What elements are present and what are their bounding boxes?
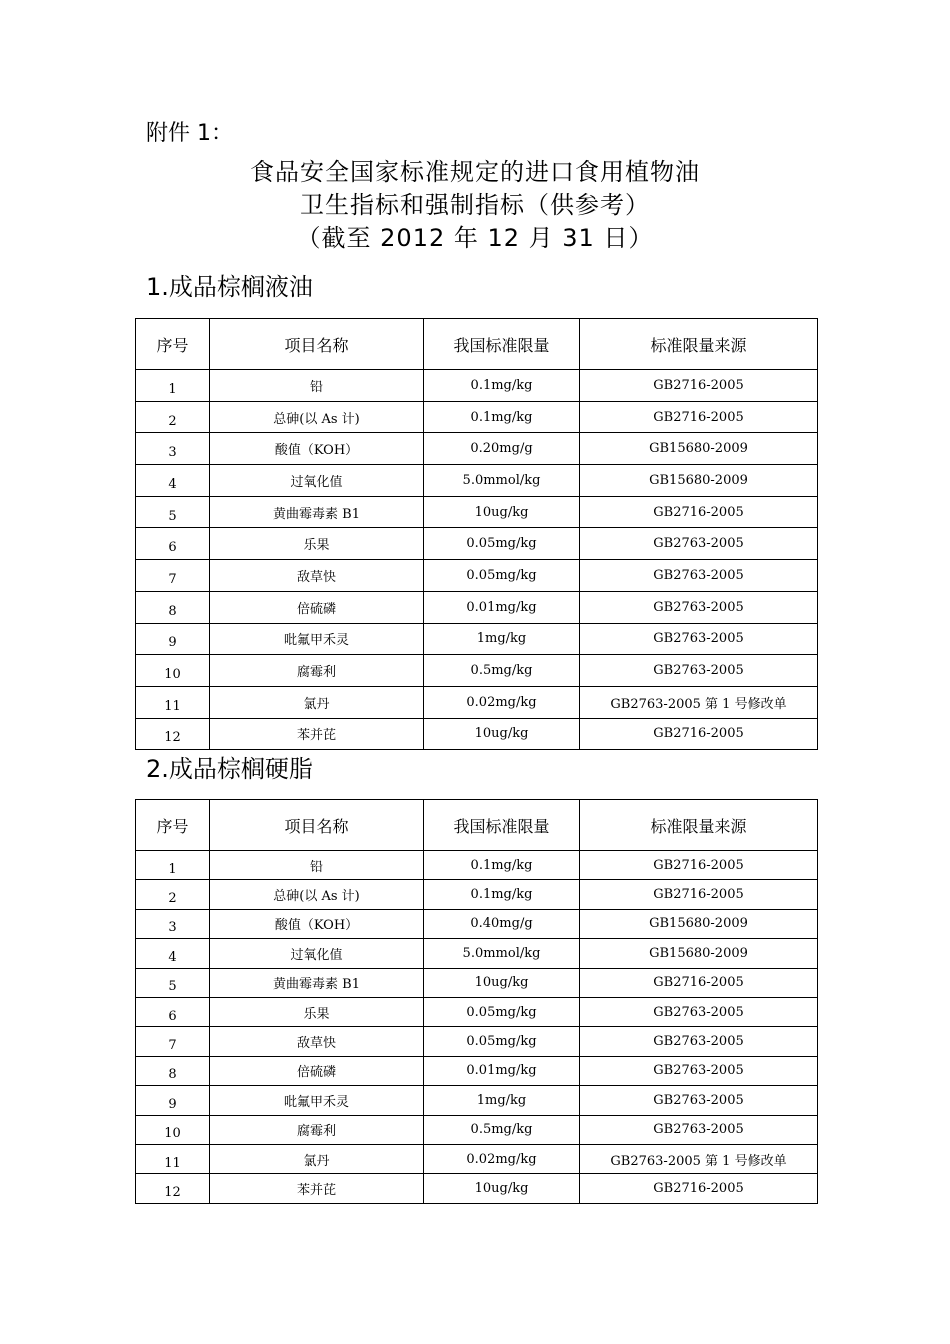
- cell-limit: 0.1mg/kg: [424, 880, 580, 909]
- cell-source: GB2716-2005: [580, 401, 818, 433]
- cell-limit: 0.05mg/kg: [424, 1027, 580, 1056]
- cell-item-name: 敌草快: [210, 560, 424, 592]
- table-row: [136, 591, 818, 623]
- cell-item-name: 黄曲霉毒素 B1: [210, 496, 424, 528]
- cell-item-name: 过氧化值: [210, 465, 424, 497]
- table-row: [136, 528, 818, 560]
- cell-index: 1: [136, 370, 210, 402]
- cell-limit: 10ug/kg: [424, 718, 580, 750]
- cell-item-name: 氯丹: [210, 1144, 424, 1173]
- table-row: [136, 401, 818, 433]
- cell-source: GB2763-2005: [580, 655, 818, 687]
- section-1-heading: 1.成品棕榈液油: [146, 273, 313, 301]
- column-header-source: 标准限量来源: [580, 319, 818, 370]
- cell-source: GB2763-2005: [580, 560, 818, 592]
- cell-item-name: 铅: [210, 851, 424, 880]
- cell-limit: 0.1mg/kg: [424, 851, 580, 880]
- cell-limit: 10ug/kg: [424, 1174, 580, 1203]
- column-header-index: 序号: [136, 319, 210, 370]
- cell-item-name: 酸值（KOH）: [210, 909, 424, 938]
- cell-source: GB2716-2005: [580, 1174, 818, 1203]
- cell-source: GB2763-2005 第 1 号修改单: [580, 1144, 818, 1173]
- cell-item-name: 氯丹: [210, 686, 424, 718]
- table-row: [136, 968, 818, 997]
- cell-item-name: 倍硫磷: [210, 1056, 424, 1085]
- table-row: [136, 433, 818, 465]
- cell-item-name: 酸值（KOH）: [210, 433, 424, 465]
- cell-item-name: 乐果: [210, 997, 424, 1026]
- table-row: [136, 1115, 818, 1144]
- cell-limit: 0.05mg/kg: [424, 560, 580, 592]
- cell-item-name: 苯并芘: [210, 718, 424, 750]
- cell-item-name: 总砷(以 As 计): [210, 880, 424, 909]
- cell-limit: 10ug/kg: [424, 968, 580, 997]
- cell-source: GB15680-2009: [580, 465, 818, 497]
- cell-item-name: 总砷(以 As 计): [210, 401, 424, 433]
- cell-source: GB2763-2005: [580, 1115, 818, 1144]
- palm-olein-table: [135, 318, 818, 750]
- cell-item-name: 吡氟甲禾灵: [210, 623, 424, 655]
- cell-index: 2: [136, 880, 210, 909]
- cell-item-name: 腐霉利: [210, 655, 424, 687]
- cell-limit: 0.05mg/kg: [424, 528, 580, 560]
- cell-source: GB15680-2009: [580, 939, 818, 968]
- column-header-limit: 我国标准限量: [424, 800, 580, 851]
- cell-index: 4: [136, 465, 210, 497]
- table-body: [136, 851, 818, 1204]
- cell-limit: 0.01mg/kg: [424, 591, 580, 623]
- cell-index: 8: [136, 591, 210, 623]
- table-row: [136, 909, 818, 938]
- attachment-label: 附件 1：: [146, 121, 233, 146]
- cell-limit: 0.01mg/kg: [424, 1056, 580, 1085]
- table-row: [136, 496, 818, 528]
- cell-index: 2: [136, 401, 210, 433]
- table-row: [136, 718, 818, 750]
- cell-source: GB2716-2005: [580, 718, 818, 750]
- document-title: [0, 156, 950, 255]
- cell-source: GB2716-2005: [580, 968, 818, 997]
- cell-index: 4: [136, 939, 210, 968]
- column-header-limit: 我国标准限量: [424, 319, 580, 370]
- cell-index: 12: [136, 1174, 210, 1203]
- cell-limit: 5.0mmol/kg: [424, 939, 580, 968]
- cell-item-name: 敌草快: [210, 1027, 424, 1056]
- cell-index: 10: [136, 1115, 210, 1144]
- cell-index: 1: [136, 851, 210, 880]
- table-row: [136, 1027, 818, 1056]
- table-body: [136, 370, 818, 750]
- cell-index: 5: [136, 496, 210, 528]
- cell-source: GB2763-2005: [580, 1086, 818, 1115]
- cell-source: GB15680-2009: [580, 433, 818, 465]
- cell-limit: 0.1mg/kg: [424, 370, 580, 402]
- cell-index: 3: [136, 433, 210, 465]
- table-row: [136, 1056, 818, 1085]
- cell-index: 9: [136, 623, 210, 655]
- cell-index: 3: [136, 909, 210, 938]
- cell-source: GB2763-2005: [580, 997, 818, 1026]
- title-line-2: 卫生指标和强制指标（供参考）: [300, 191, 650, 219]
- cell-limit: 1mg/kg: [424, 623, 580, 655]
- table-row: [136, 560, 818, 592]
- table-row: [136, 686, 818, 718]
- cell-item-name: 倍硫磷: [210, 591, 424, 623]
- table-row: [136, 623, 818, 655]
- cell-source: GB2716-2005: [580, 370, 818, 402]
- table-row: [136, 370, 818, 402]
- cell-index: 11: [136, 1144, 210, 1173]
- cell-limit: 0.02mg/kg: [424, 1144, 580, 1173]
- cell-limit: 0.05mg/kg: [424, 997, 580, 1026]
- cell-index: 12: [136, 718, 210, 750]
- column-header-index: 序号: [136, 800, 210, 851]
- cell-source: GB2716-2005: [580, 496, 818, 528]
- table-row: [136, 1144, 818, 1173]
- cell-source: GB2763-2005: [580, 528, 818, 560]
- section-2-heading: 2.成品棕榈硬脂: [146, 755, 313, 783]
- cell-limit: 0.20mg/g: [424, 433, 580, 465]
- cell-source: GB2763-2005: [580, 1056, 818, 1085]
- cell-source: GB2763-2005 第 1 号修改单: [580, 686, 818, 718]
- cell-limit: 5.0mmol/kg: [424, 465, 580, 497]
- table-row: [136, 997, 818, 1026]
- cell-limit: 0.5mg/kg: [424, 1115, 580, 1144]
- cell-source: GB2716-2005: [580, 851, 818, 880]
- table-row: [136, 655, 818, 687]
- cell-item-name: 苯并芘: [210, 1174, 424, 1203]
- title-line-3: （截至 2012 年 12 月 31 日）: [296, 224, 654, 252]
- cell-limit: 10ug/kg: [424, 496, 580, 528]
- table-header-row: [136, 319, 818, 370]
- table-row: [136, 880, 818, 909]
- cell-source: GB15680-2009: [580, 909, 818, 938]
- cell-index: 9: [136, 1086, 210, 1115]
- table-row: [136, 851, 818, 880]
- cell-source: GB2763-2005: [580, 591, 818, 623]
- cell-index: 7: [136, 560, 210, 592]
- cell-limit: 0.1mg/kg: [424, 401, 580, 433]
- cell-item-name: 黄曲霉毒素 B1: [210, 968, 424, 997]
- cell-index: 5: [136, 968, 210, 997]
- table-row: [136, 939, 818, 968]
- cell-limit: 1mg/kg: [424, 1086, 580, 1115]
- cell-item-name: 乐果: [210, 528, 424, 560]
- cell-item-name: 过氧化值: [210, 939, 424, 968]
- table-row: [136, 1174, 818, 1203]
- cell-limit: 0.40mg/g: [424, 909, 580, 938]
- table-row: [136, 465, 818, 497]
- table-row: [136, 1086, 818, 1115]
- cell-index: 6: [136, 997, 210, 1026]
- cell-limit: 0.02mg/kg: [424, 686, 580, 718]
- palm-stearin-table: [135, 799, 818, 1204]
- cell-item-name: 吡氟甲禾灵: [210, 1086, 424, 1115]
- cell-index: 7: [136, 1027, 210, 1056]
- cell-index: 10: [136, 655, 210, 687]
- title-line-1: 食品安全国家标准规定的进口食用植物油: [250, 158, 700, 186]
- cell-index: 11: [136, 686, 210, 718]
- table-header-row: [136, 800, 818, 851]
- column-header-source: 标准限量来源: [580, 800, 818, 851]
- column-header-item: 项目名称: [210, 800, 424, 851]
- cell-limit: 0.5mg/kg: [424, 655, 580, 687]
- cell-source: GB2716-2005: [580, 880, 818, 909]
- cell-item-name: 腐霉利: [210, 1115, 424, 1144]
- cell-index: 6: [136, 528, 210, 560]
- column-header-item: 项目名称: [210, 319, 424, 370]
- cell-item-name: 铅: [210, 370, 424, 402]
- cell-source: GB2763-2005: [580, 1027, 818, 1056]
- cell-index: 8: [136, 1056, 210, 1085]
- cell-source: GB2763-2005: [580, 623, 818, 655]
